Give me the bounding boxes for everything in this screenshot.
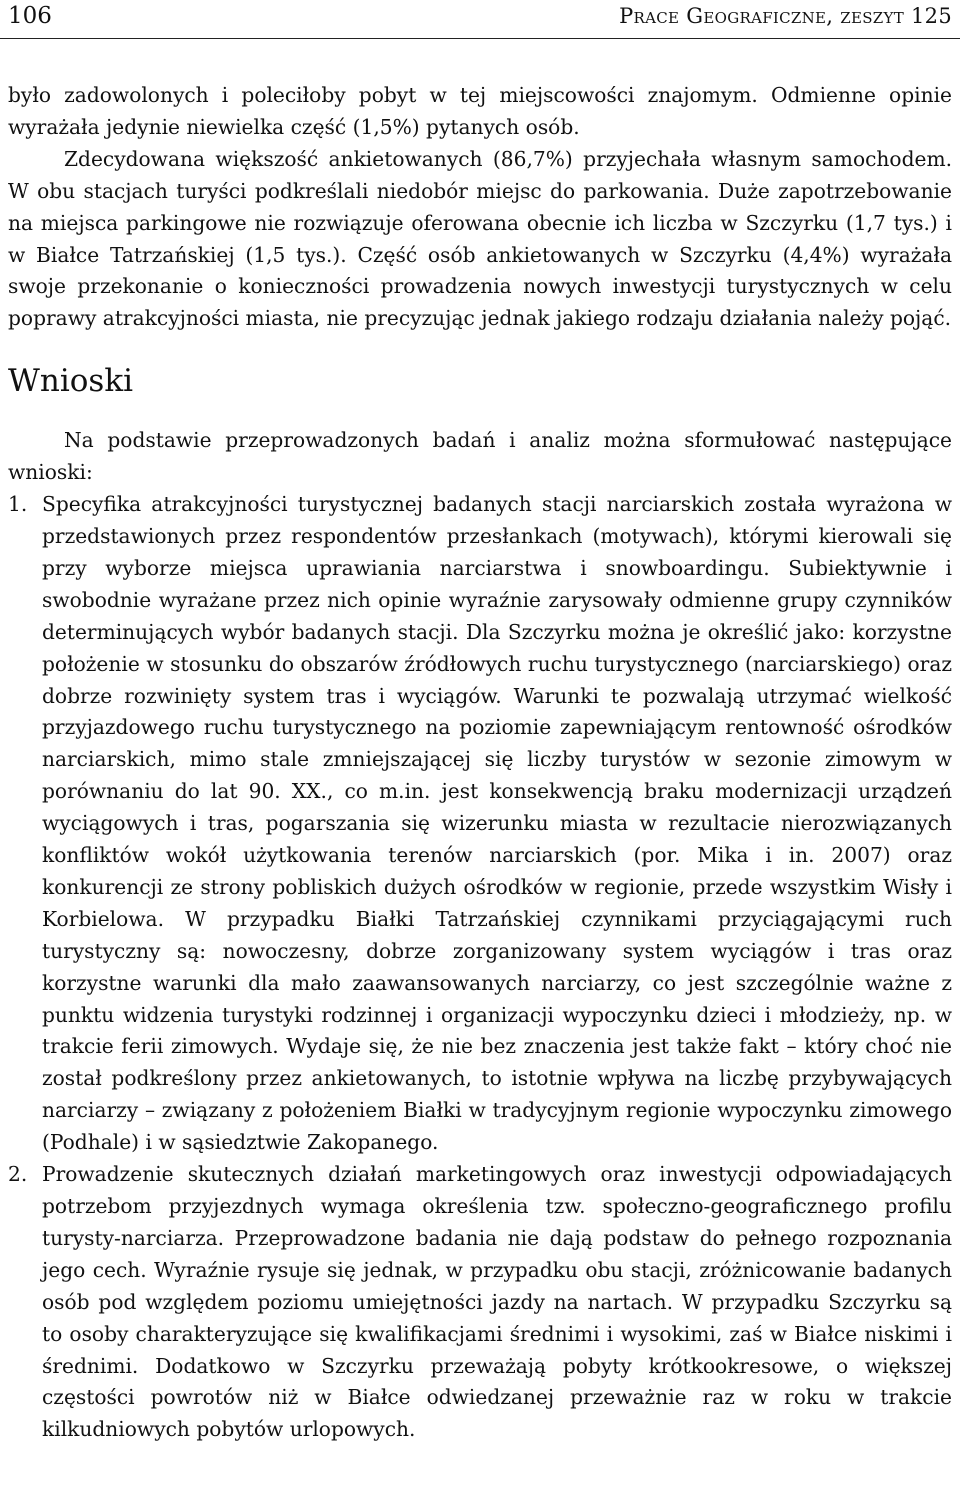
running-title: Prace Geograficzne, zeszyt 125	[619, 4, 952, 28]
list-item	[8, 489, 952, 1159]
section-title: Wnioski	[8, 363, 134, 400]
page-number: 106	[8, 3, 52, 29]
page-body	[8, 80, 952, 1446]
section-intro: Na podstawie przeprowadzonych badań i analiz można sformułować następujące wnioski:	[8, 428, 952, 485]
paragraph-parking: Zdecydowana większość ankietowanych (86,7%) przyjechała własnym samochodem. W obu stacjach turyści podkreślali niedobór miejsc do parkowania. Duże zapotrzebowanie na miejsca parkingowe nie rozwiązuje oferowana obecnie ich liczba w Szczyrku (1,7 tys.) i w Białce Tatrzańskiej (1,5 tys.). Część osób ankietowanych w Szczyrku (4,4%) wyrażała swoje przekonanie o konieczności prowadzenia nowych inwestycji turystycznych w celu poprawy atrakcyjności miasta, nie precyzując jednak jakiego rodzaju działania należy pojąć.	[8, 146, 952, 331]
list-item-text: Specyfika atrakcyjności turystycznej badanych stacji narciarskich została wyrażona w przedstawionych przez respondentów przesłankach (motywach), którymi kierowali się przy wyborze miejsca uprawiania narciarstwa i snowboardingu. Subiektywnie i swobodnie wyrażane przez nich opinie wyraźnie zarysowały odmienne grupy czynników determinujących wybór badanych stacji. Dla Szczyrku można je określić jako: korzystne położenie w stosunku do obszarów źródłowych ruchu turystycznego (narciarskiego) oraz dobrze rozwinięty system tras i wyciągów. Warunki te pozwalają utrzymać wielkość przyjazdowego ruchu turystycznego na poziomie zapewniającym rentowność ośrodków narciarskich, mimo stale zmniejszającej się liczby turystów w sezonie zimowym w porównaniu do lat 90. XX., co m.in. jest konsekwencją braku modernizacji urządzeń wyciągowych i tras, pogarszania się wizerunku miasta w rezultacie nierozwiązanych konfliktów wokół użytkowania terenów narciarskich (por. Mika i in. 2007) oraz konkurencji ze strony pobliskich dużych ośrodków w regionie, przede wszystkim Wisły i Korbielowa. W przypadku Białki Tatrzańskiej czynnikami przyciągającymi ruch turystyczny są: nowoczesny, dobrze zorganizowany system wyciągów i tras oraz korzystne warunki dla mało zaawansowanych narciarzy, co jest szczególnie ważne z punktu widzenia turystyki rodzinnej i organizacji wypoczynku dzieci i młodzieży, np. w trakcie ferii zimowych. Wydaje się, że nie bez znaczenia jest także fakt – który choć nie został podkreślony przez ankietowanych, to istotnie wpływa na liczbę przybywających narciarzy – związany z położeniem Białki w tradycyjnym regionie wypoczynku zimowego (Podhale) i w sąsiedztwie Zakopanego.	[42, 492, 952, 1155]
page-header	[0, 0, 960, 39]
list-item	[8, 1159, 952, 1446]
list-item-number: 2.	[8, 1162, 28, 1187]
paragraph-continuation: było zadowolonych i poleciłoby pobyt w tej miejscowości znajomym. Odmienne opinie wyrażała jedynie niewielka część (1,5%) pytanych osób.	[8, 83, 952, 139]
list-item-text: Prowadzenie skutecznych działań marketingowych oraz inwestycji odpowiadających potrzebom przyjezdnych wymaga określenia tzw. społeczno-geograficznego profilu turysty-narciarza. Przeprowadzone badania nie dają podstaw do pełnego rozpoznania jego cech. Wyraźnie rysuje się jednak, w przypadku obu stacji, zróżnicowanie badanych osób pod względem poziomu umiejętności jazdy na nartach. W przypadku Szczyrku są to osoby charakteryzujące się kwalifikacjami średnimi i wysokimi, zaś w Białce niskimi i średnimi. Dodatkowo w Szczyrku przeważają pobyty krótkookresowe, o większej częstości powrotów niż w Białce odwiedzanej przeważnie raz w roku w trakcie kilkudniowych pobytów urlopowych.	[42, 1162, 952, 1442]
conclusions-list	[8, 489, 952, 1446]
list-item-number: 1.	[8, 492, 28, 517]
